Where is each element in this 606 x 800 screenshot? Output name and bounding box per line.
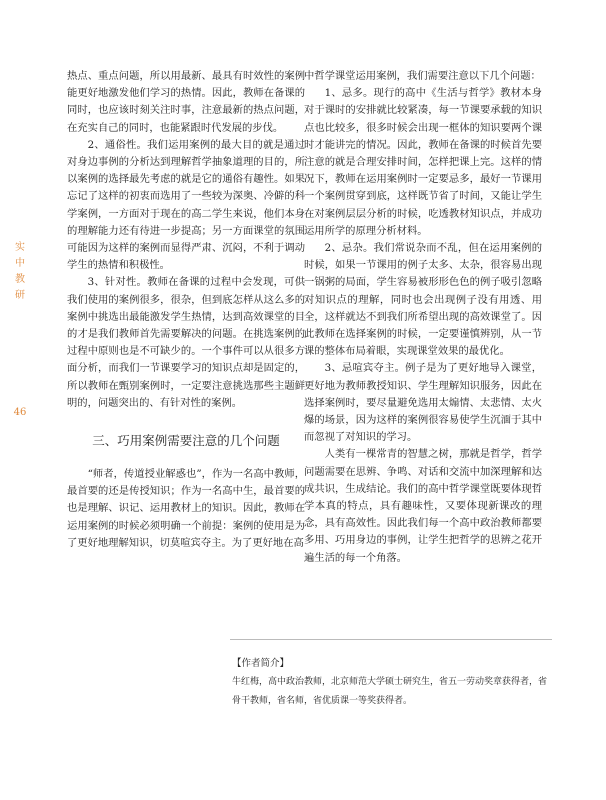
author-bio-text: 牛红梅，高中政治教师，北京师范大学硕士研究生，省五一劳动奖章获得者，省骨干教师，省名师，省优质课一等奖获得者。	[232, 677, 548, 706]
paragraph: 热点、重点问题，所以用最新、最具有时效性的案例能更好地激发他们学习的热情。因此，教师在备课的同时，也应该时刻关注时事，注意最新的热点问题，在充实自己的同时，也能紧跟时代发展的步伐。	[67, 70, 305, 134]
paragraph: 3、忌喧宾夺主。例子是为了更好地导入课堂，更好地为教师教授知识、学生理解知识服务，因此在选择案例时，要尽量避免选用太煽情、太悲情、太火爆的场景，因为这样的案例很容易使学生沉湎于其中而忽视了对知识的学习。	[304, 362, 542, 444]
paragraph: 人类有一棵常青的智慧之树，那就是哲学，哲学问题需要在思辨、争鸣、对话和交流中加深理解和达成共识，生成结论。我们的高中哲学课堂既要体现哲学本真的特点，具有趣味性，又要体现新课改的理念，具有高效性。因此我们每一个高中政治教师都要多用、巧用身边的事例，让学生把哲学的思辨之花开遍生活的每一个角落。	[304, 448, 542, 564]
author-bio	[232, 654, 554, 711]
left-column	[67, 68, 305, 552]
paragraph: 中哲学课堂运用案例，我们需要注意以下几个问题：	[304, 70, 541, 82]
footnote-divider	[230, 639, 552, 640]
paragraph: 2、通俗性。我们运用案例的最大目的就是通过对身边事例的分析达到理解哲学抽象道理的目的，所以案例的选择最先考虑的就是它的通俗有趣性。如果忘记了这样的初衷而选用了一些较为深奥、冷僻的科学案例，一方面对于现在的高二学生来说，他们本身的理解能力还有待进一步提高；另一方面课堂的氛围可能因为这样的案例而显得严肃、沉闷，不利于调动学生的热情和积极性。	[67, 138, 305, 272]
side-label-char: 教	[15, 274, 25, 285]
paragraph: 1、忌多。现行的高中《生活与哲学》教材本身对于课时的安排就比较紧凑，每一节课要承载的知识点也比较多，很多时候会出现一框体的知识要两个课时才能讲完的情况。因此，教师在备课的时候首先要注意的就是合理安排时间，怎样把课上完。这样的情况下，教师在运用案例时一定要忌多，最好一节课用一个案例贯穿到底，这样既节省了时间，又能让学生在对案例层层分析的时候，吃透教材知识点，并成功运用所学的原理分析材料。	[304, 87, 542, 237]
side-label-char: 中	[15, 258, 25, 269]
page-number: 46	[13, 407, 27, 418]
paragraph: “师者，传道授业解惑也”，作为一名高中教师，最首要的还是传授知识；作为一名高中生，最首要的也是理解、识记、运用教材上的知识。因此，教师在运用案例的时候必须明确一个前提：案例的使用是为了更好地理解知识，切莫喧宾夺主。为了更好地在高	[67, 468, 305, 549]
section-heading: 三、巧用案例需要注意的几个问题	[92, 433, 280, 449]
paragraph: 2、忌杂。我们常说杂而不乱，但在运用案例的时候，如果一节课用的例子太多、太杂，很容易出现一锅粥的局面，学生容易被形形色色的例子吸引忽略对知识点的理解，同时也会出现例子没有用透、用全，这样就达不到我们所希望出现的高效课堂了。因此教师在选择案例的时候，一定要谨慎辨别，从一节课的整体布局着眼，实现课堂效果的最优化。	[304, 242, 542, 358]
side-label-char: 研	[15, 290, 25, 301]
author-bio-title: 【作者简介】	[232, 658, 290, 669]
paragraph: 3、针对性。教师在备课的过程中会发现，可供我们使用的案例很多，很杂，但到底怎样从这么多的案例中挑选出最能激发学生热情，达到高效课堂的目的才是我们教师首先需要解决的问题。在挑选案例的过程中原则也是不可缺少的。一个事件可以从很多方面分析，而我们一节课要学习的知识点却是固定的，所以教师在甄别案例时，一定要注意挑选那些主题鲜明的，问题突出的、有针对性的案例。	[67, 276, 305, 409]
side-section-label	[8, 240, 32, 304]
right-column	[304, 68, 542, 567]
side-label-char: 实	[15, 242, 25, 253]
